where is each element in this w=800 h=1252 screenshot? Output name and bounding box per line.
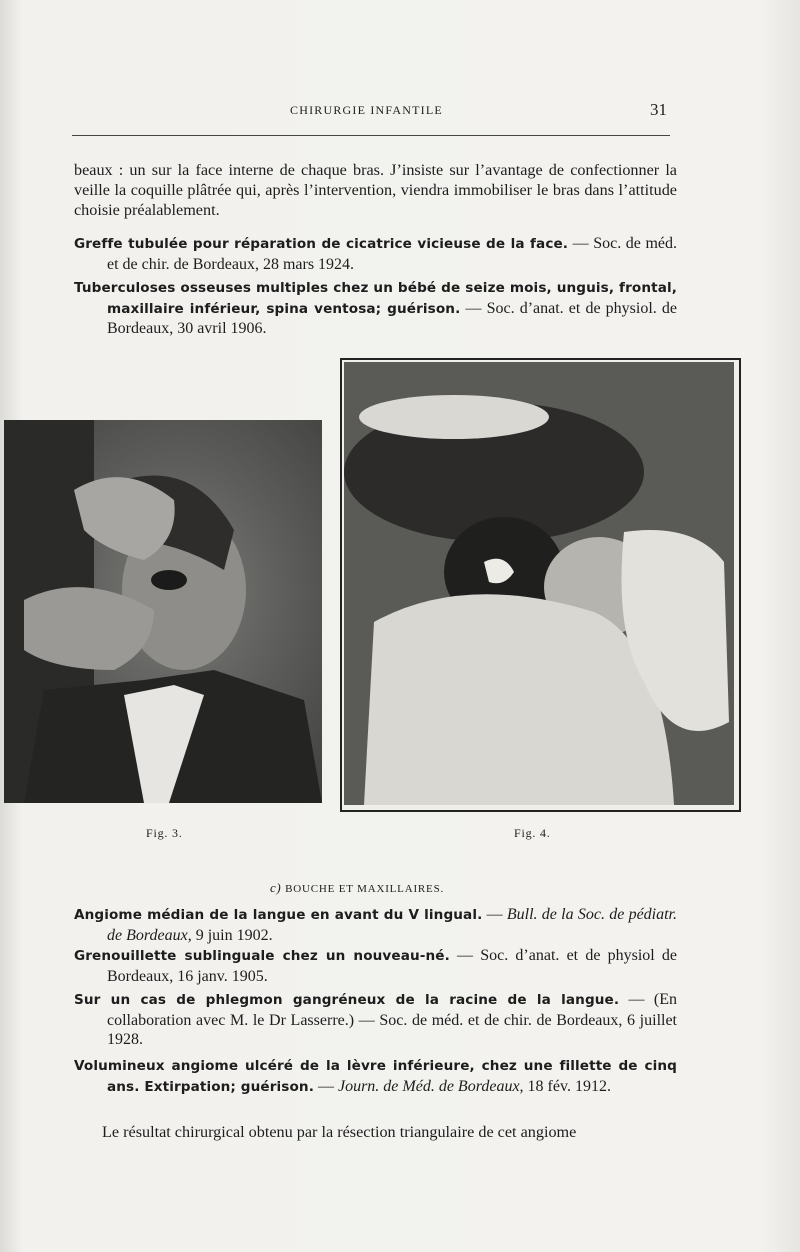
entry-reference: — (313, 1077, 338, 1095)
figure-3-caption: Fig. 3. (146, 826, 183, 840)
entry-greffe (74, 234, 677, 274)
header-rule (72, 135, 670, 136)
section-title: BOUCHE ET MAXILLAIRES. (285, 883, 445, 895)
entry-title: Angiome médian de la langue en avant du V lingual. (74, 907, 483, 923)
entry-reference: — Soc. d’anat. et de physiol de Bordeaux, 16 janv. 1905. (107, 947, 678, 985)
entry-volumineux-angiome (74, 1056, 677, 1097)
entry-tuberculoses (74, 278, 677, 339)
entry-journal: Bull. de la Soc. de pédiatr. de Bordeaux, (107, 906, 678, 944)
entry-grenouillette (74, 946, 677, 986)
page-number: 31 (650, 100, 667, 119)
photo-child-mouth-illustration (4, 420, 322, 803)
entry-title: Greffe tubulée pour réparation de cicatrice vicieuse de la face. (74, 236, 569, 252)
entry-reference: — Soc. d’anat. et de physiol. de Bordeaux, 30 avril 1906. (107, 299, 678, 337)
intro-paragraph: beaux : un sur la face interne de chaque bras. J’insiste sur l’avantage de confectionner la veille la coquille plâtrée qui, après l’intervention, viendra immobiliser le bras dans l’attitude choisie préalablement. (74, 161, 677, 219)
photo-woman-child-illustration (344, 362, 734, 805)
entry-date: 9 juin 1902. (191, 926, 273, 944)
entry-reference: — Soc. de méd. et de chir. de Bordeaux, 28 mars 1924. (107, 235, 677, 273)
figure-4-caption: Fig. 4. (514, 826, 551, 840)
entry-title: Grenouillette sublinguale chez un nouveau-né. (74, 948, 450, 964)
running-head: CHIRURGIE INFANTILE (290, 103, 443, 117)
entry-title: Volumineux angiome ulcéré de la lèvre inférieure, chez une fillette de cinq ans. Extirpation; guérison. (74, 1058, 677, 1095)
entry-date: 18 fév. 1912. (523, 1077, 611, 1095)
entry-phlegmon (74, 990, 677, 1050)
figure-3-photo (4, 420, 322, 803)
entry-reference: — (482, 906, 507, 923)
section-prefix: c) (270, 880, 282, 895)
entry-angiome-median (74, 905, 677, 945)
section-heading (270, 880, 444, 896)
entry-title: Tuberculoses osseuses multiples chez un bébé de seize mois, unguis, frontal, maxillaire inférieur, spina ventosa; guérison. (74, 280, 677, 317)
closing-paragraph: Le résultat chirurgical obtenu par la résection triangulaire de cet angiome (102, 1123, 577, 1141)
figure-4-photo (344, 362, 734, 805)
entry-title: Sur un cas de phlegmon gangréneux de la racine de la langue. (74, 992, 620, 1008)
entry-reference: — (En collaboration avec M. le Dr Lasserre.) — Soc. de méd. et de chir. de Bordeaux, 6 juillet 1928. (107, 991, 677, 1048)
entry-journal: Journ. de Méd. de Bordeaux, (337, 1077, 524, 1095)
